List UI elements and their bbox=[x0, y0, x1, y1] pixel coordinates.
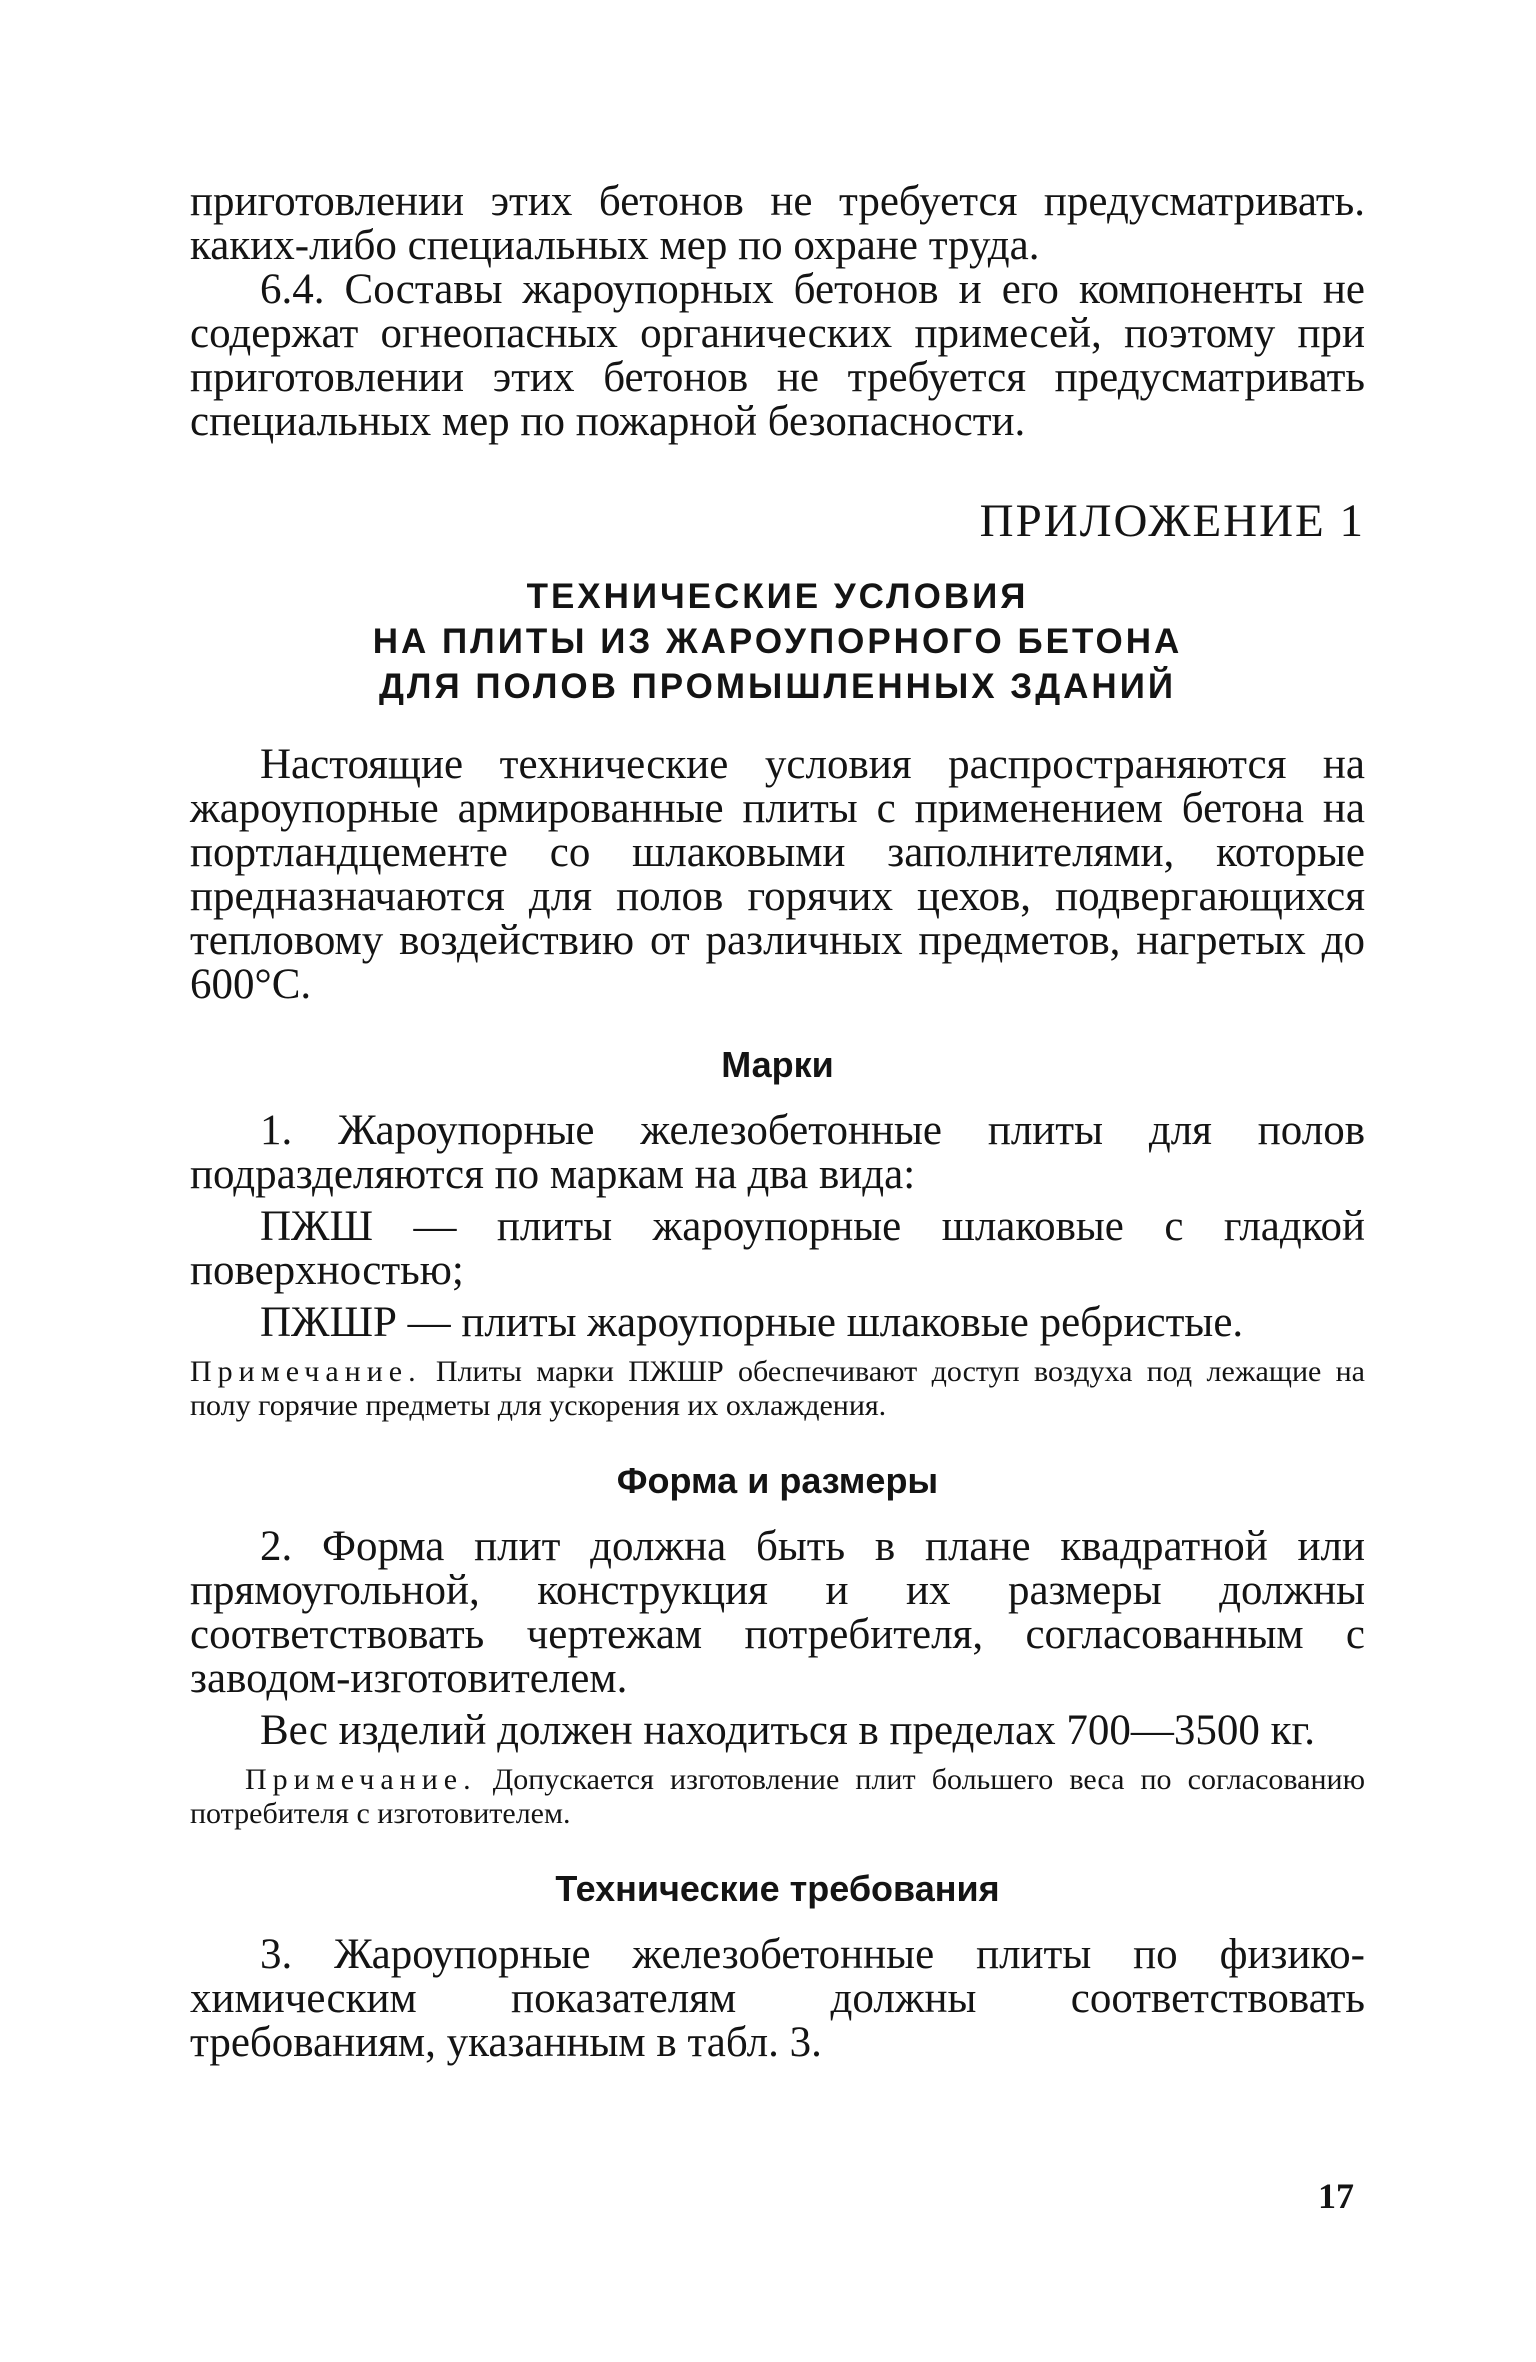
shape-note-label: Примечание. bbox=[245, 1763, 477, 1796]
appendix-title-line-1: ТЕХНИЧЕСКИЕ УСЛОВИЯ bbox=[526, 577, 1029, 616]
section-heading-requirements: Технические требования bbox=[555, 1868, 1000, 1909]
marks-paragraph-1: 1. Жароупорные железобетонные плиты для полов подразделяются по маркам на два вида: bbox=[190, 1107, 1365, 1198]
requirements-paragraph-1: 3. Жароупорные железобетонные плиты по физико-химическим показателям должны соответствовать требованиям, указанным в табл. 3. bbox=[190, 1931, 1365, 2066]
marks-note-label: Примечание. bbox=[190, 1355, 422, 1388]
appendix-intro-paragraph: Настоящие технические условия распространяются на жароупорные армированные плиты с применением бетона на портландцементе со шлаковыми заполнителями, которые предназначаются для полов горячих цехов, подвергающихся тепловому воздействию от различных предметов, нагретых до 600°С. bbox=[190, 741, 1365, 1008]
marks-paragraph-3: ПЖШР — плиты жароупорные шлаковые ребристые. bbox=[260, 1299, 1244, 1346]
paragraph-6-4: 6.4. Составы жароупорных бетонов и его компоненты не содержат огнеопасных органических примесей, поэтому при приготовлении этих бетонов не требуется предусматривать специальных мер по пожарной безопасности. bbox=[190, 266, 1365, 445]
shape-paragraph-2: Вес изделий должен находиться в пределах 700—3500 кг. bbox=[260, 1707, 1315, 1754]
shape-note bbox=[190, 1763, 1365, 1831]
shape-note-text: Допускается изготовление плит большего веса по согласованию потребителя с изготовителем. bbox=[190, 1763, 1365, 1830]
section-heading-shape: Форма и размеры bbox=[616, 1460, 939, 1501]
appendix-label: ПРИЛОЖЕНИЕ 1 bbox=[979, 495, 1365, 547]
marks-paragraph-2: ПЖШ — плиты жароупорные шлаковые с гладкой поверхностью; bbox=[190, 1203, 1365, 1294]
appendix-title-line-3: ДЛЯ ПОЛОВ ПРОМЫШЛЕННЫХ ЗДАНИЙ bbox=[378, 667, 1177, 706]
section-heading-marks: Марки bbox=[721, 1044, 834, 1085]
shape-paragraph-1: 2. Форма плит должна быть в плане квадратной или прямоугольной, конструкция и их размеры должны соответствовать чертежам потребителя, согласованным с заводом-изготовителем. bbox=[190, 1523, 1365, 1702]
marks-note bbox=[190, 1355, 1365, 1423]
paragraph-continuation: приготовлении этих бетонов не требуется предусматривать. каких-либо специальных мер по охране труда. bbox=[190, 178, 1365, 269]
document-page bbox=[190, 180, 1365, 2065]
marks-note-text: Плиты марки ПЖШР обеспечивают доступ воздуха под лежащие на полу горячие предметы для ускорения их охлаждения. bbox=[190, 1355, 1365, 1422]
page-number: 17 bbox=[1318, 2176, 1354, 2216]
appendix-title bbox=[190, 574, 1365, 709]
appendix-title-line-2: НА ПЛИТЫ ИЗ ЖАРОУПОРНОГО БЕТОНА bbox=[372, 622, 1183, 661]
